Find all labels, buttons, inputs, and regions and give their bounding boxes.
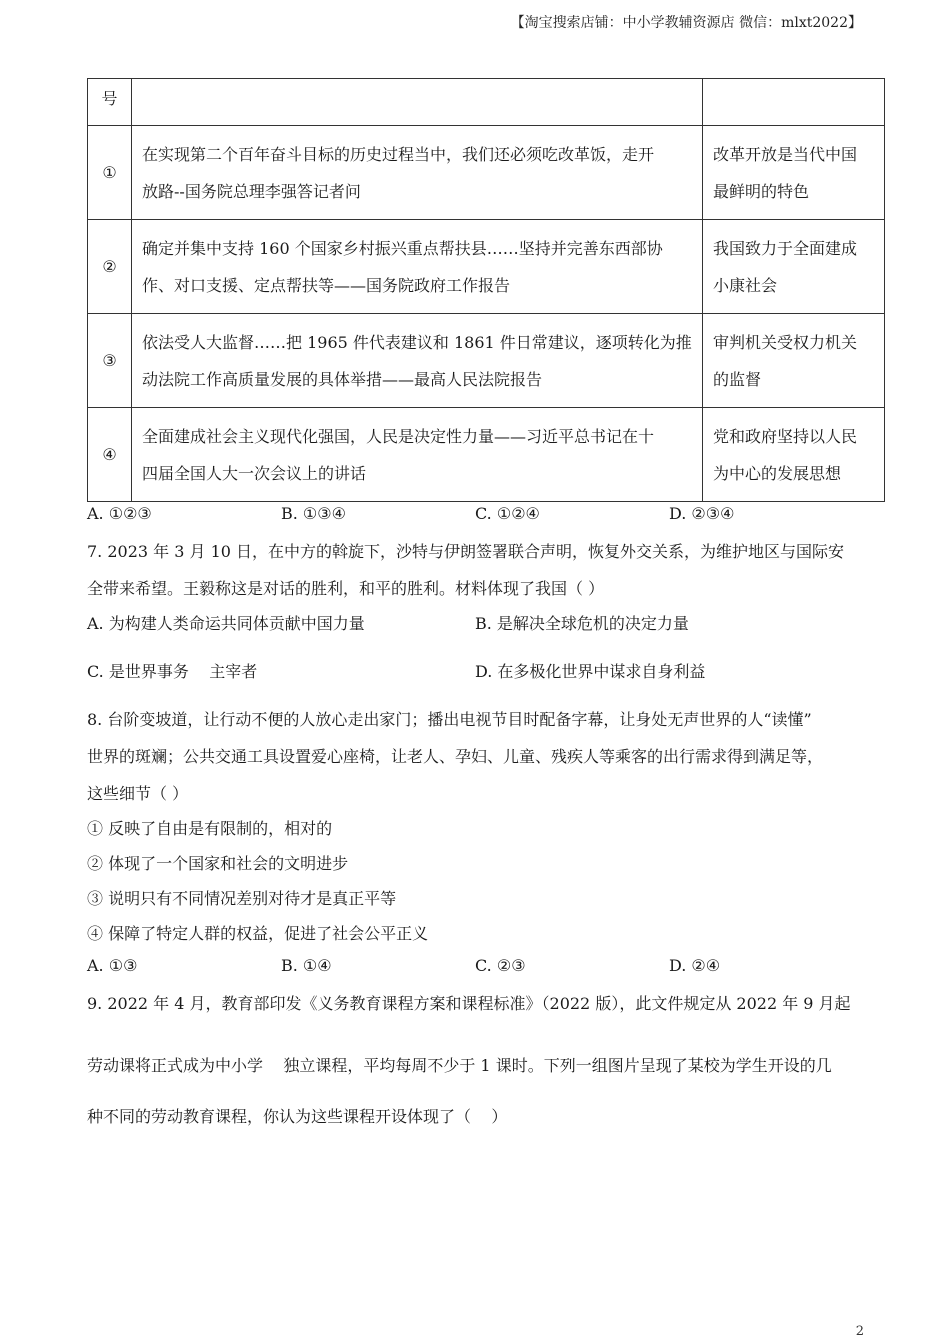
q9-stem-line: 劳动课将正式成为中小学 独立课程，平均每周不少于 1 课时。下列一组图片呈现了某校为学生开设的几 [87,1056,832,1075]
q7-stem-line: 7. 2023 年 3 月 10 日，在中方的斡旋下，沙特与伊朗签署联合声明，恢复外交关系，为维护地区与国际安 [87,542,845,561]
q8-option-a: A. ①③ [87,956,138,975]
q8-option-b: B. ①④ [281,956,332,975]
q8-option-c: C. ②③ [475,956,526,975]
material-line: 动法院工作高质量发展的具体举措——最高人民法院报告 [142,369,543,389]
row-conclusion [703,408,885,502]
conclusion-line: 审判机关受权力机关 [713,332,858,352]
table-row [88,314,885,408]
q7-option-c: C. 是世界事务 主宰者 [87,662,258,681]
page-number: 2 [855,1324,864,1339]
q9-stem-line: 种不同的劳动教育课程，你认为这些课程开设体现了（ ） [87,1107,508,1126]
q8-option-d: D. ②④ [669,956,721,975]
material-line: 作、对口支援、定点帮扶等——国务院政府工作报告 [142,275,511,295]
material-line: 确定并集中支持 160 个国家乡村振兴重点帮扶县……坚持并完善东西部协 [142,238,663,258]
q7-option-a: A. 为构建人类命运共同体贡献中国力量 [87,614,365,633]
conclusion-line: 我国致力于全面建成 [713,238,858,258]
row-conclusion [703,220,885,314]
material-line: 在实现第二个百年奋斗目标的历史过程当中，我们还必须吃改革饭，走开 [142,144,655,164]
q6-option-c: C. ①②④ [475,504,540,523]
conclusion-line: 最鲜明的特色 [713,181,810,201]
q8-statement: ② 体现了一个国家和社会的文明进步 [87,854,349,873]
q8-statement: ④ 保障了特定人群的权益，促进了社会公平正义 [87,924,429,943]
row-num: ③ [88,314,132,408]
row-num: ② [88,220,132,314]
conclusion-line: 小康社会 [713,275,778,295]
q6-option-d: D. ②③④ [669,504,735,523]
material-line: 四届全国人大一次会议上的讲话 [142,463,367,483]
row-num: ④ [88,408,132,502]
q6-option-b: B. ①③④ [281,504,346,523]
conclusion-line: 改革开放是当代中国 [713,144,858,164]
q8-stem-line: 8. 台阶变坡道，让行动不便的人放心走出家门；播出电视节目时配备字幕，让身处无声世界的人“读懂” [87,710,812,729]
q7-option-d: D. 在多极化世界中谋求自身利益 [475,662,706,681]
q8-stem-line: 世界的斑斓；公共交通工具设置爱心座椅，让老人、孕妇、儿童、残疾人等乘客的出行需求得到满足等， [87,747,824,766]
q7-stem-line: 全带来希望。王毅称这是对话的胜利，和平的胜利。材料体现了我国（ ） [87,579,605,598]
header-material-cell [132,79,703,126]
row-material [132,126,703,220]
q9-stem-line: 9. 2022 年 4 月，教育部印发《义务教育课程方案和课程标准》（2022 版），此文件规定从 2022 年 9 月起 [87,994,851,1013]
header-num-cell: 号 [88,79,132,126]
q8-stem-line: 这些细节（ ） [87,784,189,803]
q8-statement: ③ 说明只有不同情况差别对待才是真正平等 [87,889,397,908]
table-row [88,220,885,314]
q8-statement: ① 反映了自由是有限制的，相对的 [87,819,333,838]
row-num: ① [88,126,132,220]
table-row [88,408,885,502]
row-conclusion [703,314,885,408]
header-note: 【淘宝搜索店铺：中小学教辅资源店 微信：mlxt2022】 [510,15,862,31]
material-line: 全面建成社会主义现代化强国，人民是决定性力量——习近平总书记在十 [142,426,655,446]
material-line: 放路--国务院总理李强答记者问 [142,181,361,201]
q7-option-b: B. 是解决全球危机的决定力量 [475,614,689,633]
row-material [132,408,703,502]
row-material [132,220,703,314]
conclusion-line: 党和政府坚持以人民 [713,426,858,446]
q6-option-a: A. ①②③ [87,504,152,523]
row-conclusion [703,126,885,220]
materials-table [87,78,885,502]
table-header-row [88,79,885,126]
row-material [132,314,703,408]
header-conclusion-cell [703,79,885,126]
material-line: 依法受人大监督……把 1965 件代表建议和 1861 件日常建议，逐项转化为推 [142,332,692,352]
conclusion-line: 的监督 [713,369,762,389]
conclusion-line: 为中心的发展思想 [713,463,842,483]
table-row [88,126,885,220]
